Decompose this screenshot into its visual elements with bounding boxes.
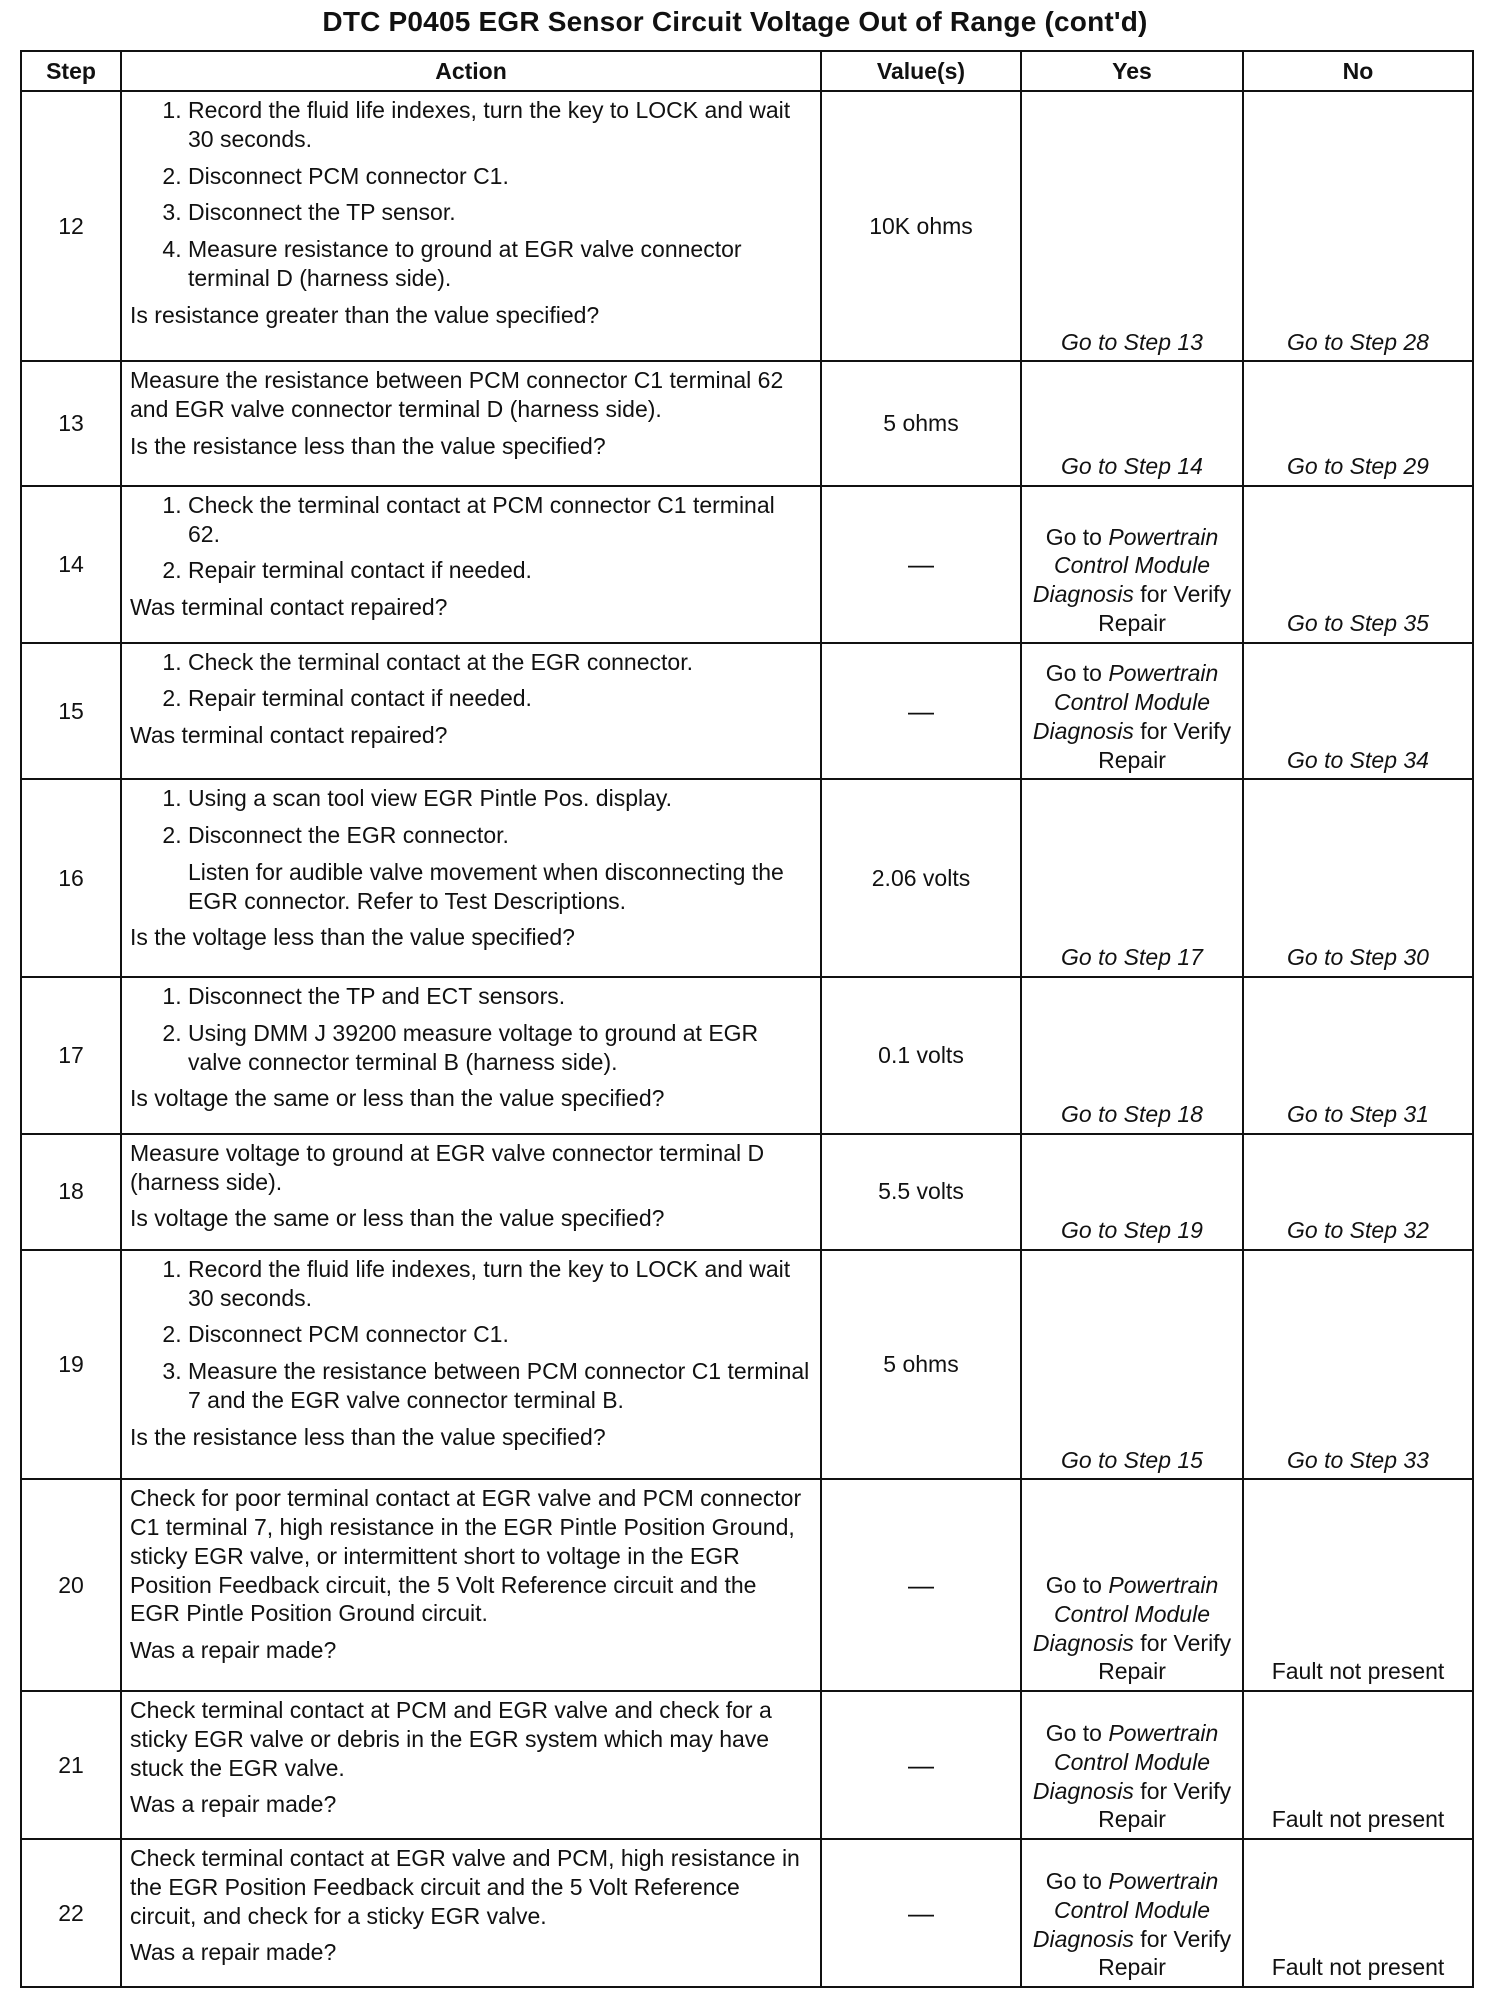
action-steps <box>130 784 810 850</box>
action-step-item: 3. Disconnect the TP sensor. <box>188 198 810 227</box>
yes-result: Go to Step 14 <box>1021 361 1243 486</box>
action-question: Was a repair made? <box>130 1637 337 1664</box>
repair-prefix: Go to <box>1045 1868 1109 1894</box>
step-number: 19 <box>21 1250 121 1480</box>
repair-suffix: for Verify Repair <box>1098 1925 1232 1981</box>
yes-result: Go to Step 17 <box>1021 779 1243 977</box>
table-body <box>21 91 1473 1987</box>
value-cell: — <box>821 1479 1021 1691</box>
action-instruction: Check terminal contact at EGR valve and PCM, high resistance in the EGR Position Feedback circuit and the 5 Volt Reference circuit, and check for a sticky EGR valve. <box>130 1845 800 1929</box>
yes-result <box>1021 486 1243 643</box>
repair-reference: Powertrain Control Module Diagnosis <box>1032 1720 1219 1804</box>
action-cell <box>121 643 821 780</box>
action-cell <box>121 91 821 361</box>
action-step-item: 2. Disconnect the EGR connector. <box>188 821 810 850</box>
action-steps <box>130 982 810 1076</box>
action-cell <box>121 1250 821 1480</box>
action-cell <box>121 977 821 1134</box>
action-cell <box>121 1479 821 1691</box>
action-instruction: Measure voltage to ground at EGR valve connector terminal D (harness side). <box>130 1139 765 1195</box>
table-row <box>21 1134 1473 1250</box>
action-instruction: Check terminal contact at PCM and EGR valve and check for a sticky EGR valve or debris in the EGR system which may have stuck the EGR valve. <box>130 1697 772 1781</box>
action-step-item: 1. Check the terminal contact at the EGR connector. <box>188 648 810 677</box>
value-cell: 5 ohms <box>821 1250 1021 1480</box>
action-question: Is the resistance less than the value specified? <box>130 1423 606 1450</box>
repair-reference: Powertrain Control Module Diagnosis <box>1032 1572 1219 1656</box>
repair-prefix: Go to <box>1045 523 1109 550</box>
table-row <box>21 361 1473 486</box>
step-number: 15 <box>21 643 121 780</box>
action-question: Was a repair made? <box>130 1939 337 1966</box>
action-instruction: Measure the resistance between PCM connector C1 terminal 62 and EGR valve connector terminal D (harness side). <box>130 367 784 423</box>
action-cell <box>121 361 821 486</box>
table-row <box>21 1839 1473 1987</box>
repair-suffix: for Verify Repair <box>1098 1629 1232 1685</box>
no-result: Go to Step 29 <box>1243 361 1473 486</box>
action-question: Was a repair made? <box>130 1791 337 1818</box>
action-step-item: 2. Disconnect PCM connector C1. <box>188 162 810 191</box>
action-step-item: 4. Measure resistance to ground at EGR valve connector terminal D (harness side). <box>188 235 810 293</box>
repair-prefix: Go to <box>1045 660 1109 687</box>
repair-suffix: for Verify Repair <box>1098 1777 1232 1833</box>
page-title: DTC P0405 EGR Sensor Circuit Voltage Out of Range (cont'd) <box>322 6 1148 37</box>
action-question: Is the resistance less than the value specified? <box>130 432 606 459</box>
step-number: 22 <box>21 1839 121 1987</box>
repair-reference: Powertrain Control Module Diagnosis <box>1032 1868 1219 1952</box>
step-number: 13 <box>21 361 121 486</box>
value-cell: 10K ohms <box>821 91 1021 361</box>
step-number: 20 <box>21 1479 121 1691</box>
action-step-item: 1. Check the terminal contact at PCM connector C1 terminal 62. <box>188 491 810 549</box>
action-instruction: Check for poor terminal contact at EGR valve and PCM connector C1 terminal 7, high resistance in the EGR Pintle Position Ground, sticky EGR valve, or intermittent short to voltage in the EGR Position Feedback circuit, the 5 Volt Reference circuit and the EGR Pintle Position Ground circuit. <box>130 1485 802 1627</box>
value-cell: — <box>821 643 1021 780</box>
no-result: Go to Step 34 <box>1243 643 1473 780</box>
step-number: 21 <box>21 1691 121 1839</box>
action-cell <box>121 779 821 977</box>
value-cell: — <box>821 1839 1021 1987</box>
action-question: Is the voltage less than the value specified? <box>130 924 575 951</box>
header-yes: Yes <box>1021 51 1243 91</box>
table-row <box>21 1250 1473 1480</box>
action-note: Listen for audible valve movement when disconnecting the EGR connector. Refer to Test Descriptions. <box>188 858 784 914</box>
header-values: Value(s) <box>821 51 1021 91</box>
action-question: Was terminal contact repaired? <box>130 594 448 621</box>
yes-result <box>1021 1691 1243 1839</box>
action-step-item: 1. Record the fluid life indexes, turn the key to LOCK and wait 30 seconds. <box>188 96 810 154</box>
value-cell: 0.1 volts <box>821 977 1021 1134</box>
value-cell: — <box>821 486 1021 643</box>
step-number: 16 <box>21 779 121 977</box>
yes-result: Go to Step 13 <box>1021 91 1243 361</box>
repair-prefix: Go to <box>1045 1720 1109 1747</box>
repair-suffix: for Verify Repair <box>1098 581 1232 636</box>
no-result: Go to Step 35 <box>1243 486 1473 643</box>
action-steps <box>130 648 810 714</box>
step-number: 12 <box>21 91 121 361</box>
table-row <box>21 1479 1473 1691</box>
yes-result <box>1021 1839 1243 1987</box>
table-row <box>21 1691 1473 1839</box>
repair-reference: Powertrain Control Module Diagnosis <box>1032 523 1219 608</box>
no-result: Fault not present <box>1243 1691 1473 1839</box>
action-step-item: 2. Disconnect PCM connector C1. <box>188 1320 810 1349</box>
header-step: Step <box>21 51 121 91</box>
action-steps <box>130 1255 810 1415</box>
yes-result: Go to Step 18 <box>1021 977 1243 1134</box>
action-cell <box>121 486 821 643</box>
action-cell <box>121 1691 821 1839</box>
no-result: Go to Step 33 <box>1243 1250 1473 1480</box>
action-step-item: 2. Repair terminal contact if needed. <box>188 556 810 585</box>
step-number: 14 <box>21 486 121 643</box>
action-steps <box>130 491 810 585</box>
yes-result <box>1021 1479 1243 1691</box>
yes-result: Go to Step 15 <box>1021 1250 1243 1480</box>
step-number: 18 <box>21 1134 121 1250</box>
action-step-item: 2. Repair terminal contact if needed. <box>188 684 810 713</box>
value-cell: 5 ohms <box>821 361 1021 486</box>
table-row <box>21 977 1473 1134</box>
no-result: Go to Step 28 <box>1243 91 1473 361</box>
action-cell <box>121 1134 821 1250</box>
action-step-item: 1. Using a scan tool view EGR Pintle Pos. display. <box>188 784 810 813</box>
repair-prefix: Go to <box>1045 1572 1109 1599</box>
value-cell: 2.06 volts <box>821 779 1021 977</box>
table-row <box>21 486 1473 643</box>
action-cell <box>121 1839 821 1987</box>
value-cell: 5.5 volts <box>821 1134 1021 1250</box>
diagnostic-table <box>20 50 1474 1988</box>
yes-result: Go to Step 19 <box>1021 1134 1243 1250</box>
step-number: 17 <box>21 977 121 1134</box>
table-header-row <box>21 51 1473 91</box>
action-step-item: 1. Record the fluid life indexes, turn the key to LOCK and wait 30 seconds. <box>188 1255 810 1313</box>
action-step-item: 1. Disconnect the TP and ECT sensors. <box>188 982 810 1011</box>
action-question: Is resistance greater than the value specified? <box>130 301 600 328</box>
value-cell: — <box>821 1691 1021 1839</box>
repair-reference: Powertrain Control Module Diagnosis <box>1032 660 1219 744</box>
table-row <box>21 643 1473 780</box>
table-row <box>21 91 1473 361</box>
no-result: Go to Step 32 <box>1243 1134 1473 1250</box>
header-action: Action <box>121 51 821 91</box>
action-question: Is voltage the same or less than the value specified? <box>130 1085 665 1112</box>
table-row <box>21 779 1473 977</box>
action-step-item: 3. Measure the resistance between PCM connector C1 terminal 7 and the EGR valve connector terminal B. <box>188 1357 810 1415</box>
no-result: Fault not present <box>1243 1479 1473 1691</box>
no-result: Go to Step 30 <box>1243 779 1473 977</box>
action-question: Was terminal contact repaired? <box>130 722 448 749</box>
action-step-item: 2. Using DMM J 39200 measure voltage to ground at EGR valve connector terminal B (harness side). <box>188 1019 810 1077</box>
no-result: Fault not present <box>1243 1839 1473 1987</box>
yes-result <box>1021 643 1243 780</box>
header-no: No <box>1243 51 1473 91</box>
repair-suffix: for Verify Repair <box>1098 717 1232 773</box>
action-steps <box>130 96 810 293</box>
action-question: Is voltage the same or less than the value specified? <box>130 1205 665 1232</box>
no-result: Go to Step 31 <box>1243 977 1473 1134</box>
